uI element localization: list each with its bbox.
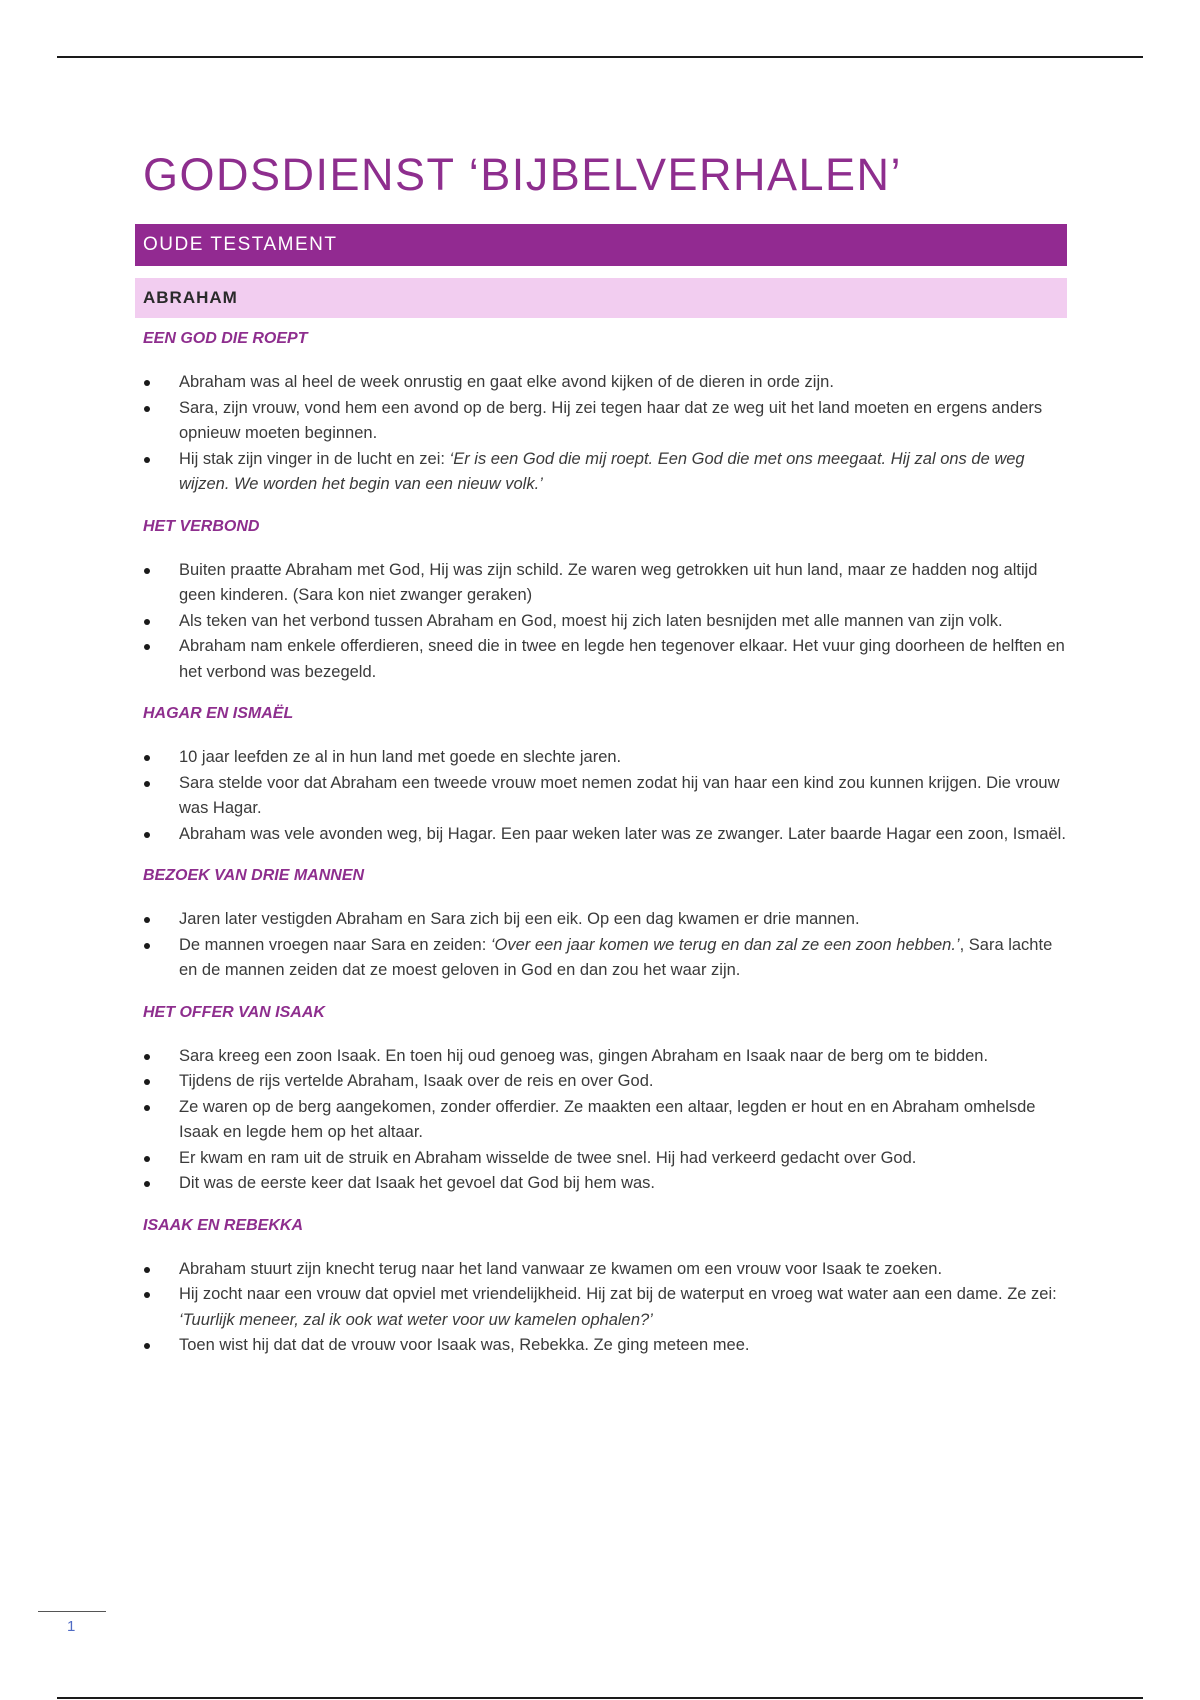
bullet-text: Buiten praatte Abraham met God, Hij was zijn schild. Ze waren weg getrokken uit hun land, maar ze hadden nog altijd geen kinderen. (Sara kon niet zwanger geraken) — [179, 560, 1038, 604]
bullet-list — [135, 907, 1067, 984]
bullet-item — [135, 907, 1067, 933]
bullet-text: Tijdens de rijs vertelde Abraham, Isaak over de reis en over God. — [179, 1072, 654, 1090]
bullet-text: Dit was de eerste keer dat Isaak het gevoel dat God bij hem was. — [179, 1174, 656, 1192]
bullet-dot-icon — [144, 1156, 150, 1162]
topic-heading: HET OFFER VAN ISAAK — [143, 1003, 325, 1021]
bullet-text: Jaren later vestigden Abraham en Sara zich bij een eik. Op een dag kwamen er drie mannen. — [179, 910, 860, 928]
bullet-item — [135, 1095, 1067, 1146]
topic-heading: BEZOEK VAN DRIE MANNEN — [143, 867, 365, 884]
bullet-dot-icon — [144, 943, 150, 949]
bullet-text: Hij stak zijn vinger in de lucht en zei: — [179, 449, 450, 468]
bullet-list — [135, 558, 1067, 686]
document-title: GODSDIENST ‘BIJBELVERHALEN’ — [143, 149, 903, 200]
topic-heading: HET VERBOND — [143, 517, 260, 535]
bullet-text: Sara kreeg een zoon Isaak. En toen hij oud genoeg was, gingen Abraham en Isaak naar de berg om te bidden. — [179, 1046, 989, 1065]
bullet-item — [135, 1282, 1067, 1333]
bullet-list — [135, 370, 1067, 498]
bullet-dot-icon — [144, 568, 150, 574]
bullet-text: Toen wist hij dat dat de vrouw voor Isaak was, Rebekka. Ze ging meteen mee. — [179, 1336, 750, 1354]
bullet-item — [135, 1171, 1067, 1197]
bullet-text: Abraham was vele avonden weg, bij Hagar. Een paar weken later was ze zwanger. Later baarde Hagar een zoon, Ismaël. — [179, 824, 1066, 843]
bullet-item — [135, 558, 1067, 609]
topic — [135, 1215, 1067, 1359]
bullet-text-after: , Sara lachte en de mannen zeiden dat ze moest geloven in God en dan zou het waar zijn. — [179, 935, 1053, 979]
bullet-text: Als teken van het verbond tussen Abraham en God, moest hij zich laten besnijden met alle mannen van zijn volk. — [179, 611, 1003, 630]
bullet-item — [135, 822, 1067, 848]
topic — [135, 1002, 1067, 1197]
bullet-dot-icon — [144, 406, 150, 412]
bullet-item — [135, 609, 1067, 635]
bullet-text: 10 jaar leefden ze al in hun land met goede en slechte jaren. — [179, 748, 622, 766]
bullet-text: Abraham stuurt zijn knecht terug naar het land vanwaar ze kwamen om een vrouw voor Isaak te zoeken. — [179, 1259, 943, 1278]
bullet-item — [135, 1333, 1067, 1359]
bullet-item — [135, 1069, 1067, 1095]
bullet-dot-icon — [144, 644, 150, 650]
bullet-text: Abraham nam enkele offerdieren, sneed die in twee en legde hen tegenover elkaar. Het vuur ging doorheen de helften en het verbond was bezegeld. — [179, 637, 1065, 681]
bullet-item — [135, 771, 1067, 822]
bullet-text: Sara stelde voor dat Abraham een tweede vrouw moet nemen zodat hij van haar een kind zou kunnen krijgen. Die vrouw was Hagar. — [179, 773, 1060, 817]
topic-heading: HAGAR EN ISMAËL — [143, 705, 294, 722]
topic — [135, 328, 1067, 498]
bullet-quote: ‘Er is een God die mij roept. Een God die met ons meegaat. Hij zal ons de weg wijzen. We worden het begin van een nieuw volk.’ — [179, 449, 1025, 493]
bullet-text: Abraham was al heel de week onrustig en gaat elke avond kijken of de dieren in orde zijn. — [179, 373, 834, 391]
topic — [135, 516, 1067, 686]
topic — [135, 703, 1067, 847]
bullet-dot-icon — [144, 1267, 150, 1273]
bullet-text: Er kwam en ram uit de struik en Abraham wisselde de twee snel. Hij had verkeerd gedacht over God. — [179, 1148, 917, 1167]
bullet-dot-icon — [144, 619, 150, 625]
bullet-item — [135, 745, 1067, 771]
bullet-dot-icon — [144, 832, 150, 838]
bullet-dot-icon — [144, 1292, 150, 1298]
bullet-list — [135, 1044, 1067, 1197]
topic-heading: ISAAK EN REBEKKA — [143, 1216, 304, 1234]
bullet-dot-icon — [144, 457, 150, 463]
bullet-dot-icon — [144, 1054, 150, 1060]
bullet-item — [135, 1044, 1067, 1070]
page-number: 1 — [67, 1618, 76, 1635]
topic-heading: EEN GOD DIE ROEPT — [143, 330, 308, 347]
bullet-item — [135, 396, 1067, 447]
bullet-item — [135, 370, 1067, 396]
header-rule — [57, 56, 1143, 58]
bullet-dot-icon — [144, 1079, 150, 1085]
bullet-dot-icon — [144, 1105, 150, 1111]
bullet-quote: ‘Tuurlijk meneer, zal ik ook wat weter voor uw kamelen ophalen?’ — [179, 1310, 653, 1329]
footer-rule — [57, 1697, 1143, 1699]
footnote-rule — [38, 1611, 106, 1612]
bullet-text: De mannen vroegen naar Sara en zeiden: — [179, 935, 491, 954]
bullet-dot-icon — [144, 1343, 150, 1349]
bullet-dot-icon — [144, 917, 150, 923]
topic — [135, 865, 1067, 984]
bullet-dot-icon — [144, 380, 150, 386]
bullet-item — [135, 634, 1067, 685]
bullet-item — [135, 1257, 1067, 1283]
bullet-list — [135, 745, 1067, 847]
section-heading: OUDE TESTAMENT — [135, 224, 1067, 266]
bullet-quote: ‘Over een jaar komen we terug en dan zal ze een zoon hebben.’ — [490, 935, 960, 954]
page-content — [135, 148, 1067, 1377]
bullet-dot-icon — [144, 1181, 150, 1187]
subsection-heading: ABRAHAM — [135, 278, 1067, 318]
bullet-item — [135, 933, 1067, 984]
bullet-text: Sara, zijn vrouw, vond hem een avond op de berg. Hij zei tegen haar dat ze weg uit het land moeten en ergens anders opnieuw moeten beginnen. — [179, 398, 1043, 442]
bullet-text: Hij zocht naar een vrouw dat opviel met vriendelijkheid. Hij zat bij de waterput en vroeg wat water aan een dame. Ze zei: — [179, 1285, 1057, 1303]
bullet-item — [135, 1146, 1067, 1172]
bullet-list — [135, 1257, 1067, 1359]
bullet-text: Ze waren op de berg aangekomen, zonder offerdier. Ze maakten een altaar, legden er hout en en Abraham omhelsde Isaak en legde hem op het altaar. — [179, 1097, 1036, 1141]
bullet-dot-icon — [144, 755, 150, 761]
topics-container — [135, 328, 1067, 1359]
bullet-dot-icon — [144, 781, 150, 787]
bullet-item — [135, 447, 1067, 498]
